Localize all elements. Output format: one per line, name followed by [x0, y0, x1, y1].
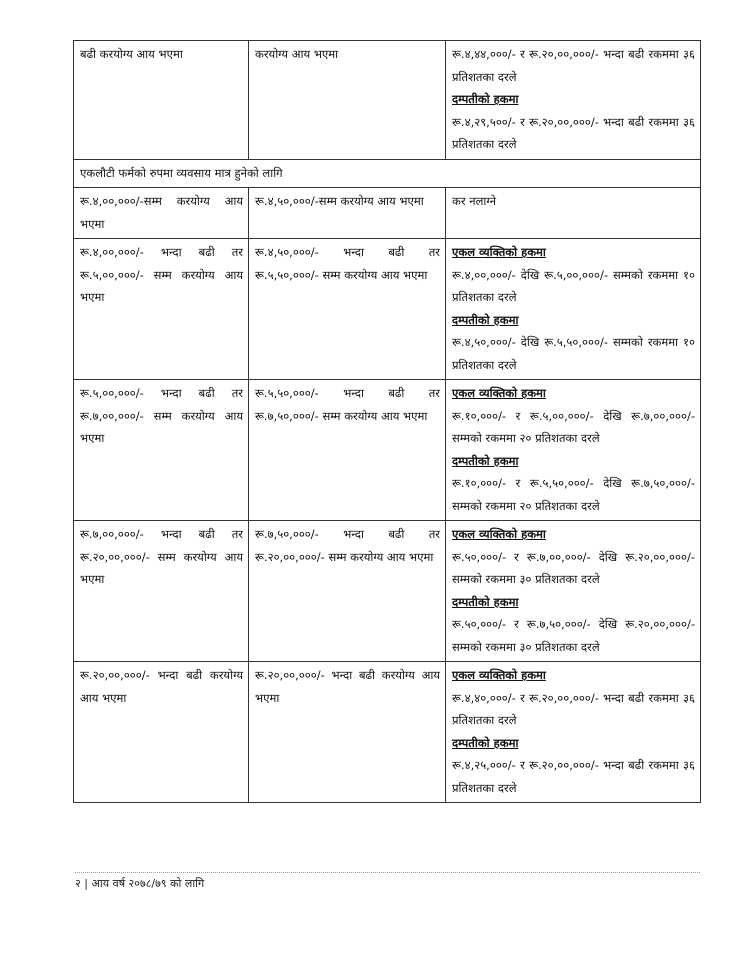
tax-rate-cell	[446, 380, 701, 521]
income-threshold-cell: रू.७,००,०००/- भन्दा बढी तर रू.२०,००,०००/- सम्म करयोग्य आय भएमा	[74, 521, 249, 662]
section-heading: एकलौटी फर्मको रुपमा व्यवसाय मात्र हुनेको लागि	[74, 159, 701, 188]
couple-threshold-cell: रू.२०,००,०००/- भन्दा बढी करयोग्य आय भएमा	[249, 662, 446, 803]
category-heading: एकल व्यक्तिको हकमा	[452, 668, 546, 682]
rate-text: रू.४,२५,०००/- र रू.२०,००,०००/- भन्दा बढी रकममा ३६ प्रतिशतका दरले	[452, 758, 695, 795]
category-heading: एकल व्यक्तिको हकमा	[452, 527, 546, 541]
table-row	[74, 239, 701, 380]
tax-rate-table	[73, 40, 701, 803]
table-row	[74, 188, 701, 239]
tax-rate-cell	[446, 521, 701, 662]
rate-text: रू.५०,०००/- र रू.७,५०,०००/- देखि रू.२०,००,०००/- सम्मको रकममा ३० प्रतिशतका दरले	[452, 617, 695, 654]
category-heading: दम्पतीको हकमा	[452, 594, 519, 609]
footer-divider	[75, 872, 700, 873]
table-row	[74, 380, 701, 521]
couple-threshold-cell: रू.४,५०,०००/- भन्दा बढी तर रू.५,५०,०००/- सम्म करयोग्य आय भएमा	[249, 239, 446, 380]
rate-text: रू.४,००,०००/- देखि रू.५,००,०००/- सम्मको रकममा १० प्रतिशतका दरले	[452, 267, 695, 304]
couple-threshold-cell: करयोग्य आय भएमा	[249, 41, 446, 160]
category-heading: दम्पतीको हकमा	[452, 735, 519, 750]
income-threshold-cell: बढी करयोग्य आय भएमा	[74, 41, 249, 160]
rate-text: रू.४,४४,०००/- र रू.२०,००,०००/- भन्दा बढी रकममा ३६ प्रतिशतका दरले	[452, 47, 695, 84]
rate-text: रू.४,४०,०००/- र रू.२०,००,०००/- भन्दा बढी रकममा ३६ प्रतिशतका दरले	[452, 690, 695, 727]
table-row	[74, 521, 701, 662]
rate-text: रू.१०,०००/- र रू.५,००,०००/- देखि रू.७,००,०००/- सम्मको रकममा २० प्रतिशतका दरले	[452, 408, 695, 445]
table-row	[74, 662, 701, 803]
rate-text: रू.५०,०००/- र रू.७,००,०००/- देखि रू.२०,००,०००/- सम्मको रकममा ३० प्रतिशतका दरले	[452, 549, 695, 586]
category-heading: एकल व्यक्तिको हकमा	[452, 245, 546, 259]
income-threshold-cell: रू.४,००,०००/-सम्म करयोग्य आय भएमा	[74, 188, 249, 239]
table-row	[74, 41, 701, 160]
category-heading: दम्पतीको हकमा	[452, 312, 519, 327]
income-threshold-cell: रू.४,००,०००/- भन्दा बढी तर रू.५,००,०००/- सम्म करयोग्य आय भएमा	[74, 239, 249, 380]
rate-text: कर नलाग्ने	[452, 194, 496, 208]
page-footer	[75, 876, 204, 891]
couple-threshold-cell: रू.४,५०,०००/-सम्म करयोग्य आय भएमा	[249, 188, 446, 239]
footer-text: आय वर्ष २०७८/७९ को लागि	[91, 877, 205, 890]
couple-threshold-cell: रू.७,५०,०००/- भन्दा बढी तर रू.२०,००,०००/- सम्म करयोग्य आय भएमा	[249, 521, 446, 662]
tax-rate-cell	[446, 41, 701, 160]
category-heading: दम्पतीको हकमा	[452, 92, 519, 106]
category-heading: एकल व्यक्तिको हकमा	[452, 386, 546, 400]
income-threshold-cell: रू.५,००,०००/- भन्दा बढी तर रू.७,००,०००/- सम्म करयोग्य आय भएमा	[74, 380, 249, 521]
income-threshold-cell: रू.२०,००,०००/- भन्दा बढी करयोग्य आय भएमा	[74, 662, 249, 803]
section-row	[74, 159, 701, 188]
tax-rate-cell	[446, 239, 701, 380]
tax-rate-table-body	[74, 41, 701, 803]
rate-text: रू.४,५०,०००/- देखि रू.५,५०,०००/- सम्मको रकममा १० प्रतिशतका दरले	[452, 335, 695, 372]
rate-text: रू.१०,०००/- र रू.५,५०,०००/- देखि रू.७,५०,०००/- सम्मको रकममा २० प्रतिशतका दरले	[452, 476, 695, 513]
rate-text: रू.४,२९,५००/- र रू.२०,००,०००/- भन्दा बढी रकममा ३६ प्रतिशतका दरले	[452, 114, 695, 151]
footer-separator: |	[84, 877, 88, 890]
category-heading: दम्पतीको हकमा	[452, 453, 519, 468]
page-number: २	[75, 877, 81, 890]
tax-rate-cell	[446, 662, 701, 803]
couple-threshold-cell: रू.५,५०,०००/- भन्दा बढी तर रू.७,५०,०००/- सम्म करयोग्य आय भएमा	[249, 380, 446, 521]
tax-rate-cell	[446, 188, 701, 239]
